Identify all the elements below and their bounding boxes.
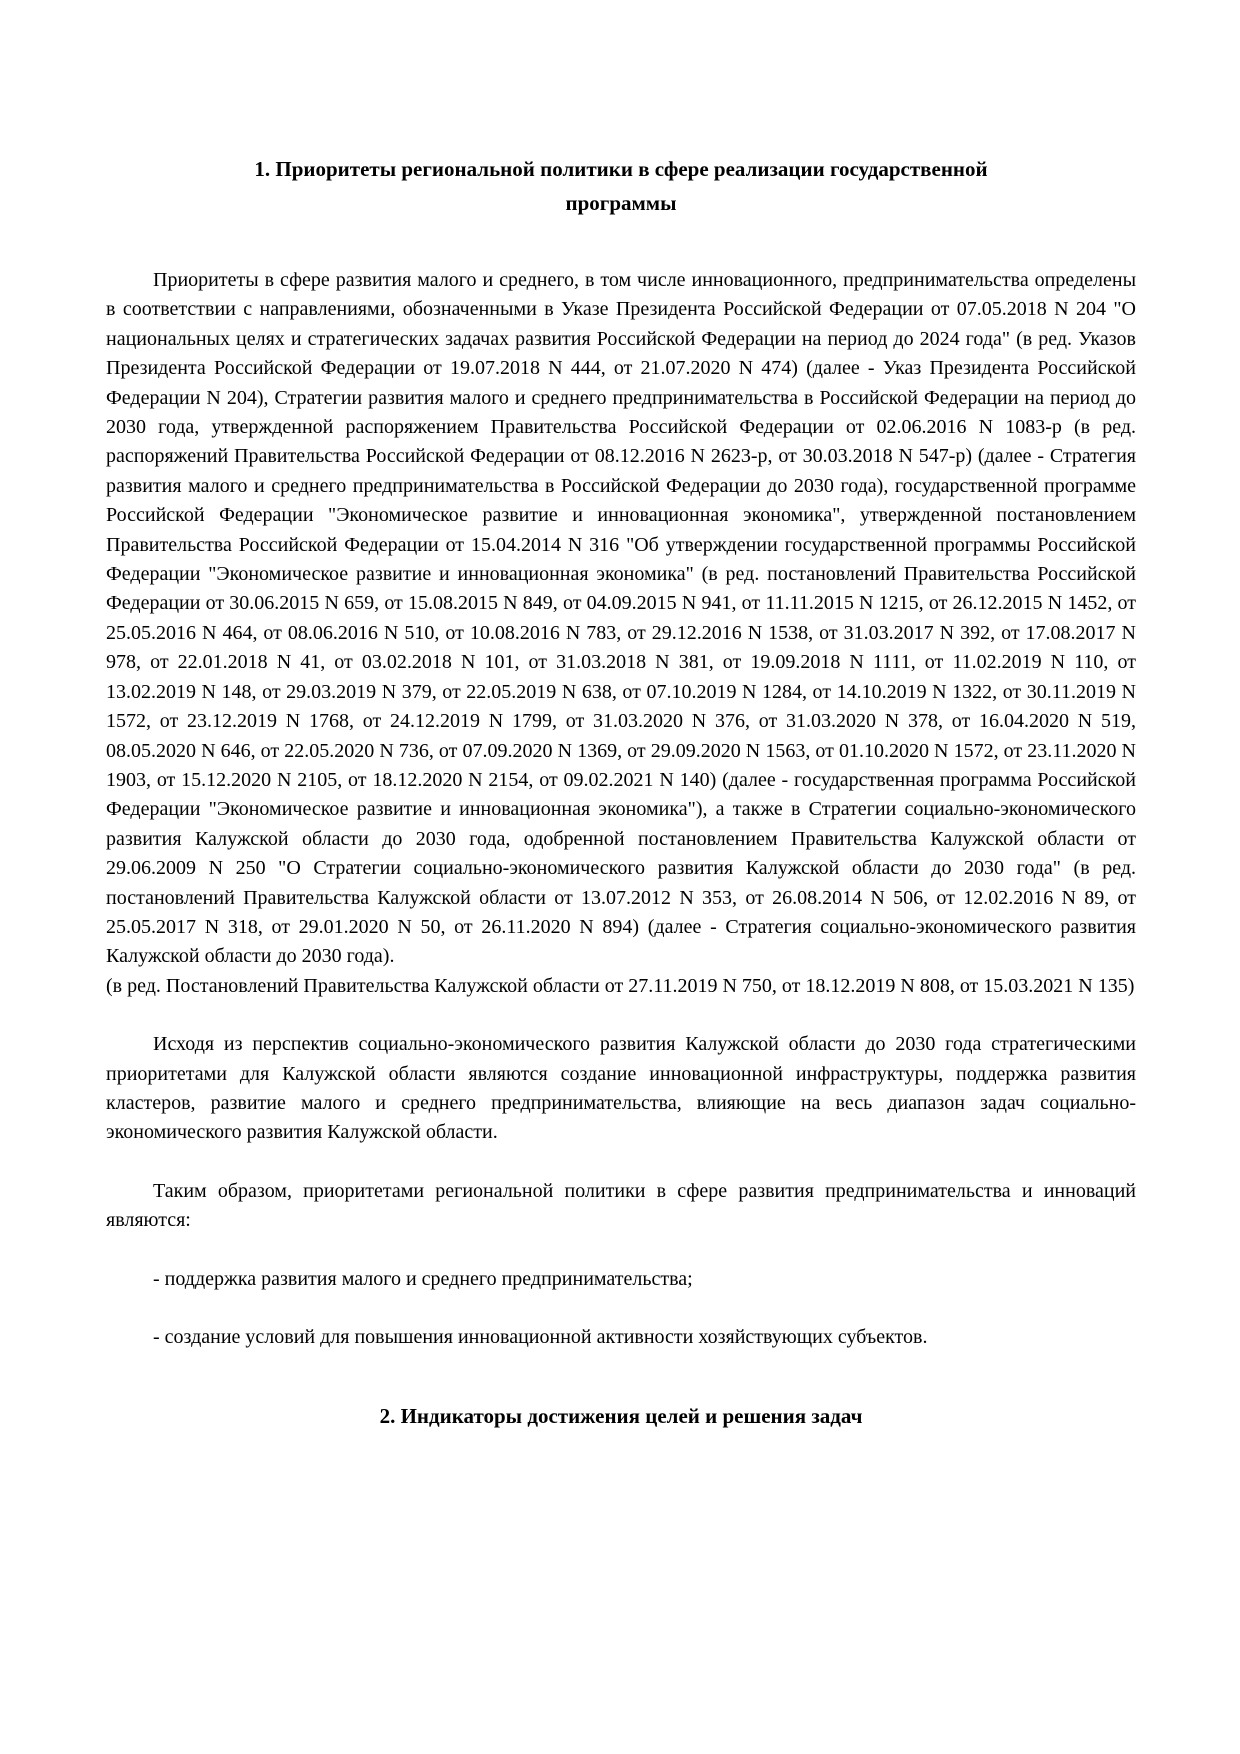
amendment-note: (в ред. Постановлений Правительства Калужской области от 27.11.2019 N 750, от 18.12.2019 N 808, от 15.03.2021 N 135): [106, 974, 1135, 997]
section-1-heading: 1. Приоритеты региональной политики в сфере реализации государственной программы: [254, 157, 988, 215]
list-item-innovation-conditions: - создание условий для повышения инновационной активности хозяйствующих субъектов.: [153, 1326, 928, 1348]
list-item-support-sme: - поддержка развития малого и среднего предпринимательства;: [153, 1267, 693, 1290]
paragraph-thus: Таким образом, приоритетами региональной политики в сфере развития предпринимательства и инноваций являются:: [106, 1179, 1136, 1232]
paragraph-perspectives: Исходя из перспектив социально-экономического развития Калужской области до 2030 года стратегическими приоритетами для Калужской области являются создание инновационной инфраструктуры, поддержка развития кластеров, развитие малого и среднего предпринимательства, влияющие на весь диапазон задач социально-экономического развития Калужской области.: [106, 1033, 1136, 1144]
paragraph-priorities: Приоритеты в сфере развития малого и среднего, в том числе инновационного, предпринимательства определены в соответствии с направлениями, обозначенными в Указе Президента Российской Федерации от 07.05.2018 N 204 "О национальных целях и стратегических задачах развития Российской Федерации на период до 2024 года" (в ред. Указов Президента Российской Федерации от 19.07.2018 N 444, от 21.07.2020 N 474) (далее - Указ Президента Российской Федерации N 204), Стратегии развития малого и среднего предпринимательства в Российской Федерации на период до 2030 года, утвержденной распоряжением Правительства Российской Федерации от 02.06.2016 N 1083-р (в ред. распоряжений Правительства Российской Федерации от 08.12.2016 N 2623-р, от 30.03.2018 N 547-р) (далее - Стратегия развития малого и среднего предпринимательства в Российской Федерации до 2030 года), государственной программе Российской Федерации "Экономическое развитие и инновационная экономика", утвержденной постановлением Правительства Российской Федерации от 15.04.2014 N 316 "Об утверждении государственной программы Российской Федерации "Экономическое развитие и инновационная экономика" (в ред. постановлений Правительства Российской Федерации от 30.06.2015 N 659, от 15.08.2015 N 849, от 04.09.2015 N 941, от 11.11.2015 N 1215, от 26.12.2015 N 1452, от 25.05.2016 N 464, от 08.06.2016 N 510, от 10.08.2016 N 783, от 29.12.2016 N 1538, от 31.03.2017 N 392, от 17.08.2017 N 978, от 22.01.2018 N 41, от 03.02.2018 N 101, от 31.03.2018 N 381, от 19.09.2018 N 1111, от 11.02.2019 N 110, от 13.02.2019 N 148, от 29.03.2019 N 379, от 22.05.2019 N 638, от 07.10.2019 N 1284, от 14.10.2019 N 1322, от 30.11.2019 N 1572, от 23.12.2019 N 1768, от 24.12.2019 N 1799, от 31.03.2020 N 376, от 31.03.2020 N 378, от 16.04.2020 N 519, 08.05.2020 N 646, от 22.05.2020 N 736, от 07.09.2020 N 1369, от 29.09.2020 N 1563, от 01.10.2020 N 1572, от 23.11.2020 N 1903, от 15.12.2020 N 2105, от 18.12.2020 N 2154, от 09.02.2021 N 140) (далее - государственная программа Российской Федерации "Экономическое развитие и инновационная экономика"), а также в Стратегии социально-экономического развития Калужской области до 2030 года, одобренной постановлением Правительства Калужской области от 29.06.2009 N 250 "О Стратегии социально-экономического развития Калужской области до 2030 года" (в ред. постановлений Правительства Калужской области от 13.07.2012 N 353, от 26.08.2014 N 506, от 12.02.2016 N 89, от 25.05.2017 N 318, от 29.01.2020 N 50, от 26.11.2020 N 894) (далее - Стратегия социально-экономического развития Калужской области до 2030 года).: [106, 269, 1136, 968]
section-2-heading: 2. Индикаторы достижения целей и решения задач: [379, 1404, 863, 1429]
